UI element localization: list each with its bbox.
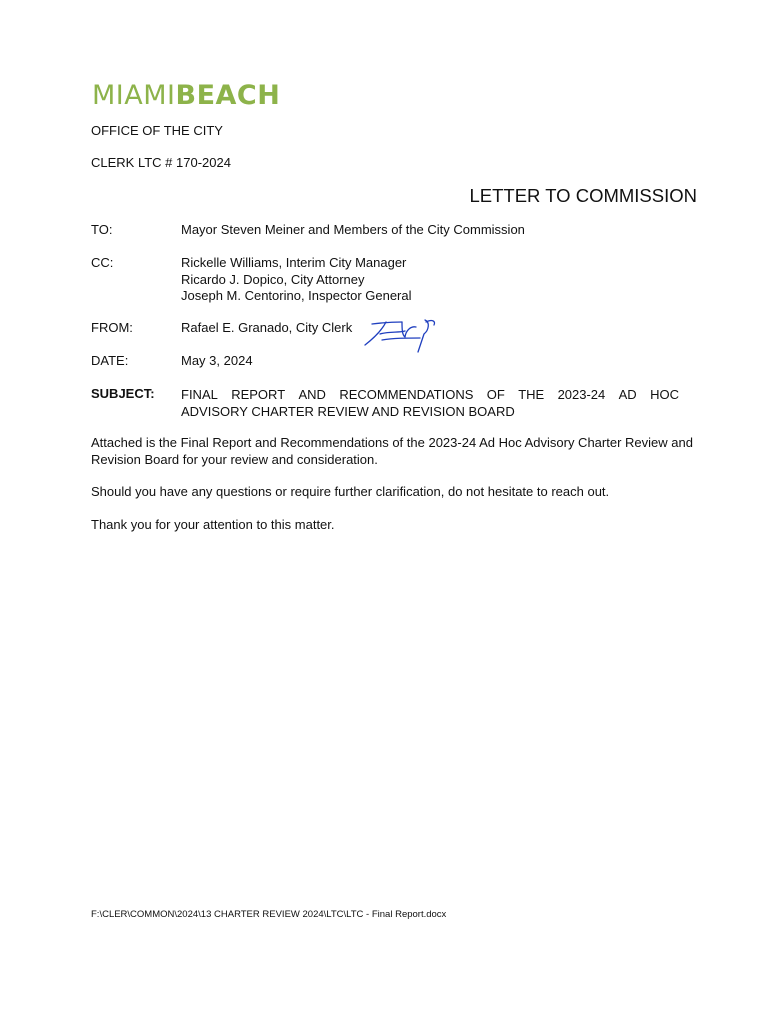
- ltc-number: CLERK LTC # 170-2024: [91, 155, 231, 170]
- subject-word: AND: [298, 387, 326, 402]
- body-paragraph-1: Attached is the Final Report and Recommendations of the 2023-24 Ad Hoc Advisory Charter Review and Revision Board for your review and consideration.: [91, 435, 693, 467]
- cc-recipient-3: Joseph M. Centorino, Inspector General: [181, 288, 412, 303]
- subject-word: FINAL: [181, 387, 218, 402]
- body-paragraph-2: Should you have any questions or require further clarification, do not hesitate to reach out.: [91, 484, 610, 499]
- from-value: Rafael E. Granado, City Clerk: [181, 320, 353, 335]
- logo-text-beach: BEACH: [175, 80, 281, 111]
- signature-mark: [362, 316, 438, 354]
- miami-beach-logo: [92, 82, 280, 109]
- from-label: FROM:: [91, 320, 133, 335]
- subject-line-1: [181, 386, 679, 403]
- cc-recipient-2: Ricardo J. Dopico, City Attorney: [181, 271, 365, 287]
- cc-label: CC:: [91, 255, 114, 270]
- subject-word: REPORT: [231, 387, 286, 402]
- to-label: TO:: [91, 222, 113, 237]
- subject-line-2: ADVISORY CHARTER REVIEW AND REVISION BOARD: [181, 404, 515, 419]
- subject-value: [181, 386, 679, 420]
- to-value: Mayor Steven Meiner and Members of the City Commission: [181, 222, 525, 237]
- subject-label: SUBJECT:: [91, 386, 155, 401]
- file-path-footer: F:\CLER\COMMON\2024\13 CHARTER REVIEW 2024\LTC\LTC - Final Report.docx: [91, 909, 447, 920]
- subject-word: HOC: [650, 387, 679, 402]
- date-label: DATE:: [91, 353, 129, 368]
- date-value: May 3, 2024: [181, 353, 253, 368]
- office-line: OFFICE OF THE CITY: [91, 123, 223, 138]
- subject-word: THE: [518, 387, 545, 402]
- subject-word: 2023-24: [557, 387, 606, 402]
- subject-word: AD: [618, 387, 637, 402]
- subject-word: RECOMMENDATIONS: [339, 387, 474, 402]
- body-paragraph-3: Thank you for your attention to this matter.: [91, 517, 335, 532]
- logo-text-miami: MIAMI: [92, 80, 176, 111]
- cc-recipient-1: Rickelle Williams, Interim City Manager: [181, 255, 407, 270]
- document-title: LETTER TO COMMISSION: [469, 185, 697, 206]
- subject-word: OF: [486, 387, 505, 402]
